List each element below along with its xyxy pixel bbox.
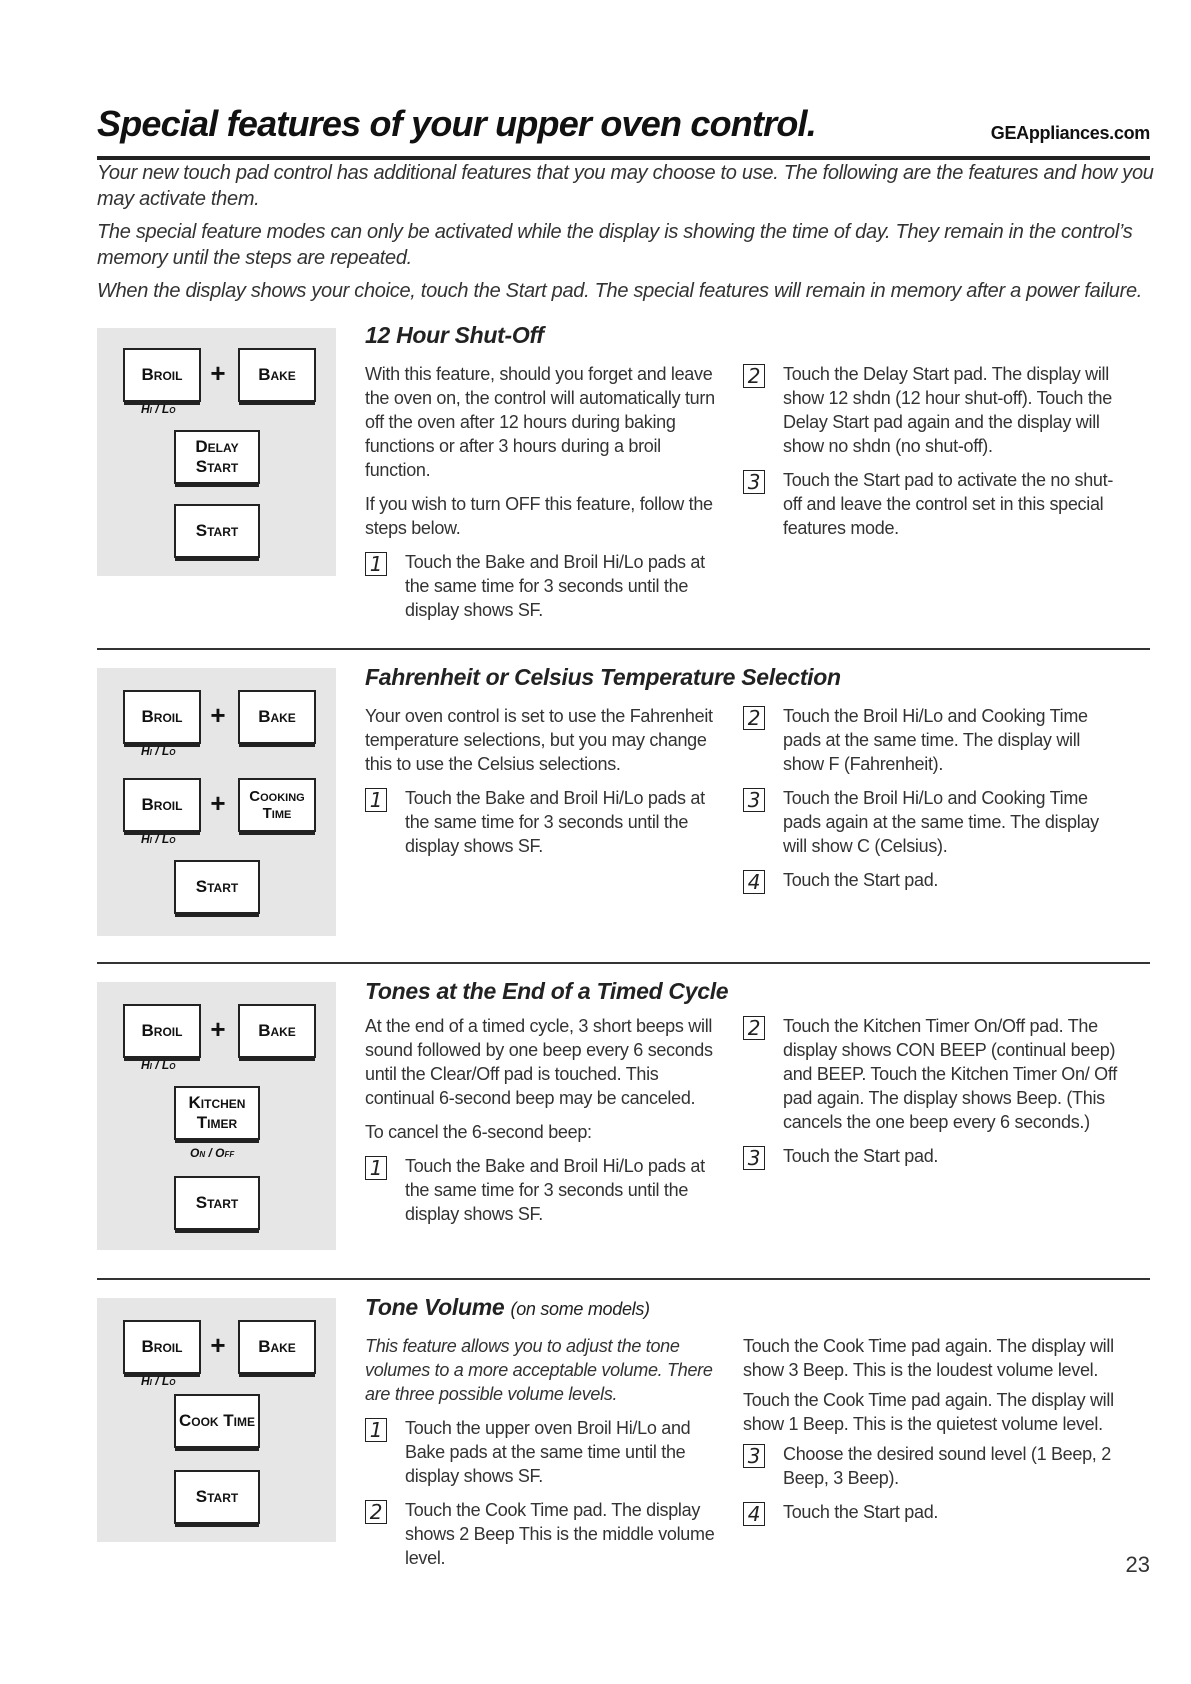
step-item [365,786,720,858]
step-number: 3 [743,1444,765,1468]
plus-sign: + [210,700,226,730]
section-title: Fahrenheit or Celsius Temperature Selection [365,664,841,690]
step-text: Touch the Delay Start pad. The display will show 12 shdn (12 hour shut-off). Touch the Delay Start pad again and the display will show no shdn (no shut-off). [783,364,1112,456]
paragraph: Touch the Cook Time pad again. The display will show 1 Beep. This is the quietest volume level. [743,1390,1114,1434]
step-number: 3 [743,470,765,494]
step-number: 4 [743,870,765,894]
section-title [365,1294,650,1321]
step-number: 1 [365,788,387,812]
right-column [743,1334,1123,1534]
start-pad: Start [174,504,260,558]
page-number: 23 [1125,1552,1150,1577]
step-item [365,550,720,622]
step-text: Touch the Broil Hi/Lo and Cooking Time pads again at the same time. The display will show C (Celsius). [783,788,1099,856]
step-item [743,1014,1123,1134]
step-number: 3 [743,1146,765,1170]
step-item [743,1144,1123,1168]
step-number: 1 [365,552,387,576]
step-number: 2 [743,706,765,730]
right-column [743,362,1123,550]
step-text: Touch the Start pad to activate the no shut-off and leave the control set in this special features mode. [783,470,1114,538]
hi-lo-label: Hi / Lo [141,1058,176,1072]
paragraph: Touch the Cook Time pad again. The display will show 3 Beep. This is the loudest volume level. [743,1336,1114,1380]
broil-pad: Broil [123,1004,201,1058]
control-panel-diagram [97,668,336,936]
right-column [743,704,1123,902]
step-text: Choose the desired sound level (1 Beep, 2 Beep, 3 Beep). [783,1444,1111,1488]
plus-sign: + [210,1014,226,1044]
start-pad: Start [174,860,260,914]
plus-sign: + [210,1330,226,1360]
paragraph: With this feature, should you forget and leave the oven on, the control will automatically turn off the oven after 12 hours during baking functions or after 3 hours during a broil function. [365,364,715,480]
step-item [743,786,1123,858]
step-item [743,1442,1123,1490]
step-text: Touch the Start pad. [783,1146,939,1166]
start-pad: Start [174,1176,260,1230]
section-timed-cycle-tones [97,978,1150,1272]
broil-pad: Broil [123,778,201,832]
hi-lo-label: Hi / Lo [141,1374,176,1388]
cooking-time-pad: Cooking Time [238,778,316,832]
broil-pad: Broil [123,1320,201,1374]
paragraph: If you wish to turn OFF this feature, follow the steps below. [365,494,713,538]
step-item [365,1154,720,1226]
step-number: 2 [365,1500,387,1524]
kitchen-timer-pad: Kitchen Timer [174,1086,260,1140]
step-item [365,1416,720,1488]
section-12-hour-shutoff [97,322,1150,620]
intro-paragraph: When the display shows your choice, touch the Start pad. The special features will remain in memory after a power failure. [97,280,1143,302]
cook-time-pad: Cook Time [174,1394,260,1448]
right-column [743,1014,1123,1178]
step-item [743,704,1123,776]
paragraph: This feature allows you to adjust the tone volumes to a more acceptable volume. There are three possible volume levels. [365,1336,713,1404]
step-text: Touch the upper oven Broil Hi/Lo and Bake pads at the same time until the display shows SF. [405,1418,691,1486]
step-number: 1 [365,1418,387,1442]
section-title: 12 Hour Shut-Off [365,322,544,348]
hi-lo-label: Hi / Lo [141,402,176,416]
on-off-label: On / Off [190,1146,235,1160]
step-text: Touch the Start pad. [783,870,939,890]
hi-lo-label: Hi / Lo [141,744,176,758]
plus-sign: + [210,788,226,818]
control-panel-diagram [97,1298,336,1542]
step-item [743,362,1123,458]
section-temperature-selection [97,664,1150,958]
step-text: Touch the Start pad. [783,1502,939,1522]
section-tone-volume [97,1294,1150,1588]
step-text: Touch the Broil Hi/Lo and Cooking Time pads at the same time. The display will show F (Fahrenheit). [783,706,1088,774]
section-divider [97,648,1150,650]
section-title-text: Tone Volume [365,1294,505,1320]
step-item [365,1498,720,1570]
intro-paragraph: Your new touch pad control has additional features that you may choose to use. The following are the features and how you may activate them. [97,162,1154,210]
paragraph: At the end of a timed cycle, 3 short beeps will sound followed by one beep every 6 seconds until the Clear/Off pad is touched. This continual 6-second beep may be canceled. [365,1016,713,1108]
bake-pad: Bake [238,1320,316,1374]
control-panel-diagram [97,982,336,1250]
step-text: Touch the Bake and Broil Hi/Lo pads at the same time for 3 seconds until the display shows SF. [405,1156,705,1224]
broil-pad: Broil [123,690,201,744]
page-title: Special features of your upper oven control. [97,103,816,144]
section-title: Tones at the End of a Timed Cycle [365,978,729,1004]
left-column [365,362,720,632]
step-text: Touch the Cook Time pad. The display shows 2 Beep This is the middle volume level. [405,1500,715,1568]
left-column [365,1334,720,1580]
broil-pad: Broil [123,348,201,402]
intro-paragraph: The special feature modes can only be activated while the display is showing the time of day. They remain in the control’s memory until the steps are repeated. [97,221,1133,269]
plus-sign: + [210,358,226,388]
bake-pad: Bake [238,1004,316,1058]
step-number: 2 [743,1016,765,1040]
step-item [743,868,1123,892]
step-item [743,1500,1123,1524]
step-number: 1 [365,1156,387,1180]
step-text: Touch the Bake and Broil Hi/Lo pads at the same time for 3 seconds until the display shows SF. [405,788,705,856]
step-text: Touch the Bake and Broil Hi/Lo pads at the same time for 3 seconds until the display shows SF. [405,552,705,620]
section-divider [97,962,1150,964]
control-panel-diagram [97,328,336,576]
hi-lo-label: Hi / Lo [141,832,176,846]
section-title-note: (on some models) [510,1299,650,1319]
website-link: GEAppliances.com [990,123,1150,143]
step-text: Touch the Kitchen Timer On/Off pad. The display shows CON BEEP (continual beep) and BEEP. Touch the Kitchen Timer On/ Off pad again. The display shows Beep. (This cancels the one beep every 6 seconds.) [783,1016,1117,1132]
step-number: 2 [743,364,765,388]
step-number: 3 [743,788,765,812]
left-column [365,1014,720,1236]
section-divider [97,1278,1150,1280]
paragraph: Your oven control is set to use the Fahrenheit temperature selections, but you may change this to use the Celsius selections. [365,706,713,774]
step-item [743,468,1123,540]
paragraph: To cancel the 6-second beep: [365,1122,592,1142]
start-pad: Start [174,1470,260,1524]
bake-pad: Bake [238,348,316,402]
step-number: 4 [743,1502,765,1526]
left-column [365,704,720,868]
delay-start-pad: Delay Start [174,430,260,484]
bake-pad: Bake [238,690,316,744]
